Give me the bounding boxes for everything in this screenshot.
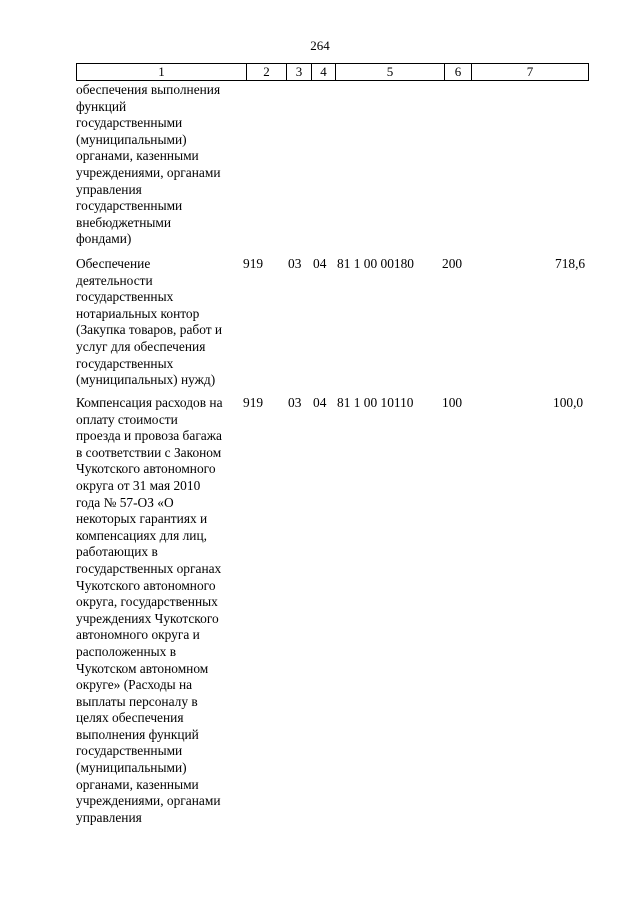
row-expense-type: 100 [442, 395, 463, 410]
row-amount: 718,6 [555, 256, 586, 271]
page-number: 264 [310, 38, 330, 53]
row-ministry: 919 [243, 395, 264, 410]
row-subsection: 04 [313, 395, 327, 410]
row-subsection: 04 [313, 256, 327, 271]
header-col-7: 7 [526, 64, 534, 79]
row-ministry: 919 [243, 256, 264, 271]
table-header-row [76, 63, 589, 81]
row-target-article: 81 1 00 10110 [337, 395, 414, 410]
header-col-6: 6 [445, 64, 472, 80]
row-section: 03 [288, 256, 302, 271]
continued-row-name: обеспечения выполнения функций государственными (муниципальными) органами, казенными учреждениями, органами управления государственными внебюджетными фондами) [76, 82, 221, 247]
header-col-4: 4 [312, 64, 336, 80]
row-expense-type: 200 [442, 256, 463, 271]
row-name: Обеспечение деятельности государственных нотариальных контор (Закупка товаров, работ и услуг для обеспечения государственных (муниципальных) нужд) [76, 256, 223, 388]
row-name: Компенсация расходов на оплату стоимости проезда и провоза багажа в соответствии с Законом Чукотского автономного округа от 31 мая 2010 года № 57-ОЗ «О некоторых гарантиях и компенсациях для лиц, работающих в государственных органах Чукотского автономного округа, государственных учреждениях Чукотского автономного округа и расположенных в Чукотском автономном округе» (Расходы на выплаты персоналу в целях обеспечения выполнения функций государственными (муниципальными) органами, казенными учреждениями, органами управления [76, 395, 223, 825]
row-target-article: 81 1 00 00180 [337, 256, 414, 271]
row-amount: 100,0 [553, 395, 584, 410]
header-col-2: 2 [247, 64, 287, 80]
header-col-3: 3 [287, 64, 312, 80]
header-col-1: 1 [77, 64, 247, 80]
row-section: 03 [288, 395, 302, 410]
header-col-5: 5 [336, 64, 445, 80]
